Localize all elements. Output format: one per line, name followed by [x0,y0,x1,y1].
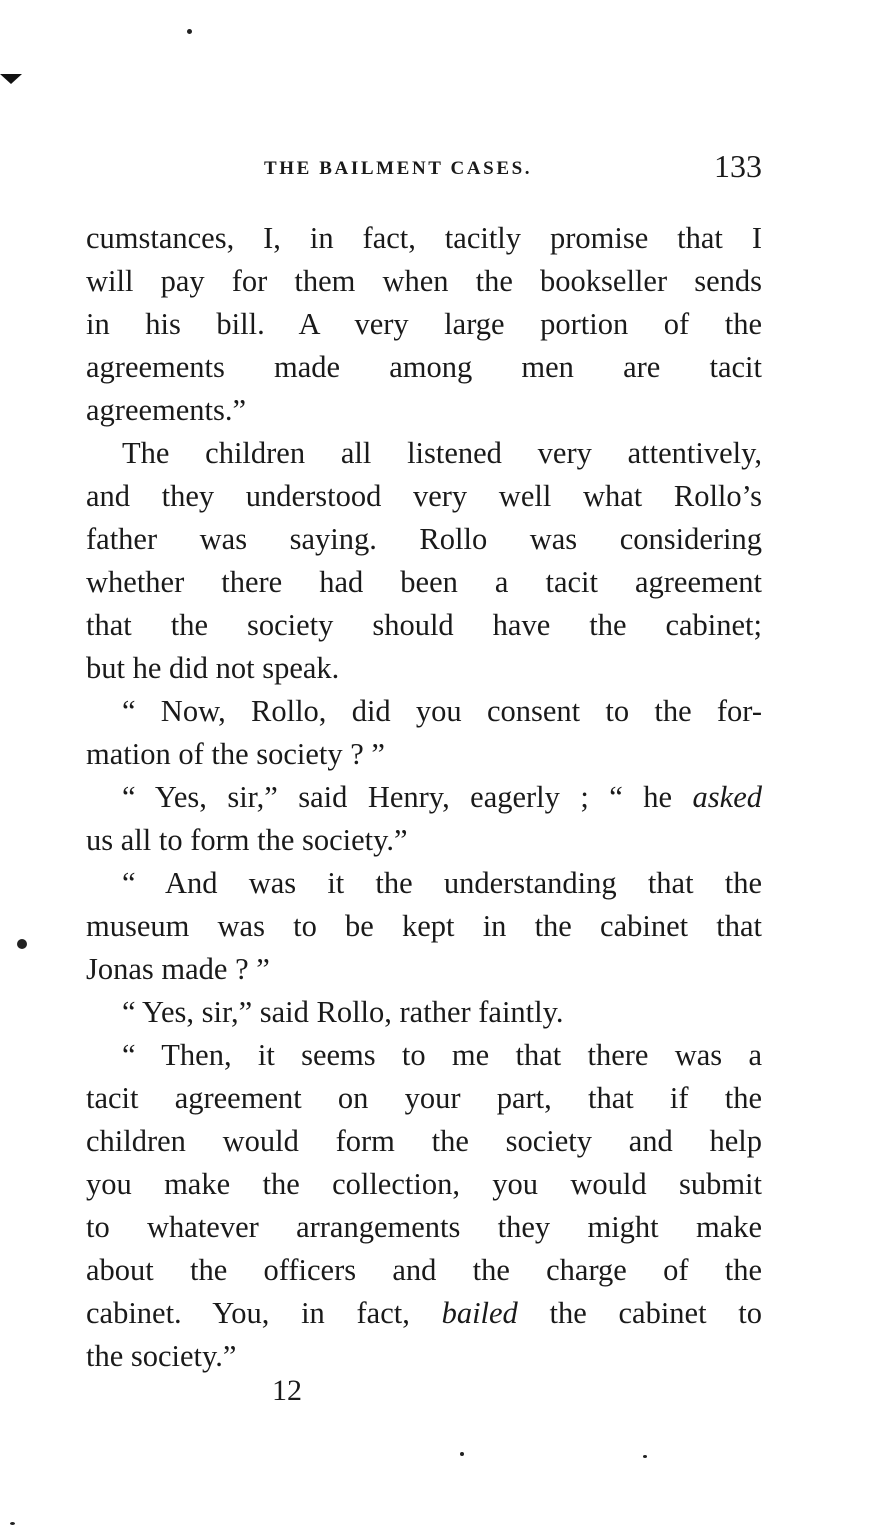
paragraph [86,217,762,432]
text-line: in his bill. A very large portion of the [86,307,762,341]
text-line: tacit agreement on your part, that if the [86,1081,762,1115]
text-line: will pay for them when the bookseller sends [86,264,762,298]
text-line: mation of the society ? ” [86,737,385,771]
page-number: 133 [714,148,762,184]
body-text [86,217,762,1378]
text-line: the society.” [86,1339,237,1373]
scan-speck [460,1452,464,1456]
text-line: about the officers and the charge of the [86,1253,762,1287]
text-line: whether there had been a tacit agreement [86,565,762,599]
running-head: THE BAILMENT CASES. [264,158,533,179]
text-line: us all to form the society.” [86,823,408,857]
paragraph [86,1034,762,1378]
page-header [86,146,766,186]
scan-speck [187,29,192,34]
text-line: The children all listened very attentively, [122,436,762,470]
text-line: father was saying. Rollo was considering [86,522,762,556]
scan-mark [0,74,22,84]
text-line: agreements.” [86,393,247,427]
text-line: and they understood very well what Rollo’s [86,479,762,513]
text-line: but he did not speak. [86,651,340,685]
text-line: cabinet. You, in fact, bailed the cabinet to [86,1296,762,1330]
scan-speck [17,939,27,949]
paragraph [86,862,762,991]
text-line: “ Yes, sir,” said Henry, eagerly ; “ he asked [122,780,762,814]
text-line: “ Yes, sir,” said Rollo, rather faintly. [122,995,564,1029]
text-line: agreements made among men are tacit [86,350,762,384]
scan-speck [643,1455,647,1458]
paragraph [86,432,762,690]
scan-speck [10,1522,15,1525]
text-line: children would form the society and help [86,1124,762,1158]
text-line: to whatever arrangements they might make [86,1210,762,1244]
text-line: museum was to be kept in the cabinet that [86,909,762,943]
paragraph [86,776,762,862]
text-line: Jonas made ? ” [86,952,270,986]
text-line: “ And was it the understanding that the [122,866,762,900]
paragraph [86,991,762,1034]
text-line: you make the collection, you would submit [86,1167,762,1201]
text-line: that the society should have the cabinet; [86,608,762,642]
paragraph [86,690,762,776]
text-line: “ Now, Rollo, did you consent to the for- [122,694,762,728]
text-line: cumstances, I, in fact, tacitly promise that I [86,221,762,255]
signature-mark: 12 [272,1374,302,1407]
text-line: “ Then, it seems to me that there was a [122,1038,762,1072]
